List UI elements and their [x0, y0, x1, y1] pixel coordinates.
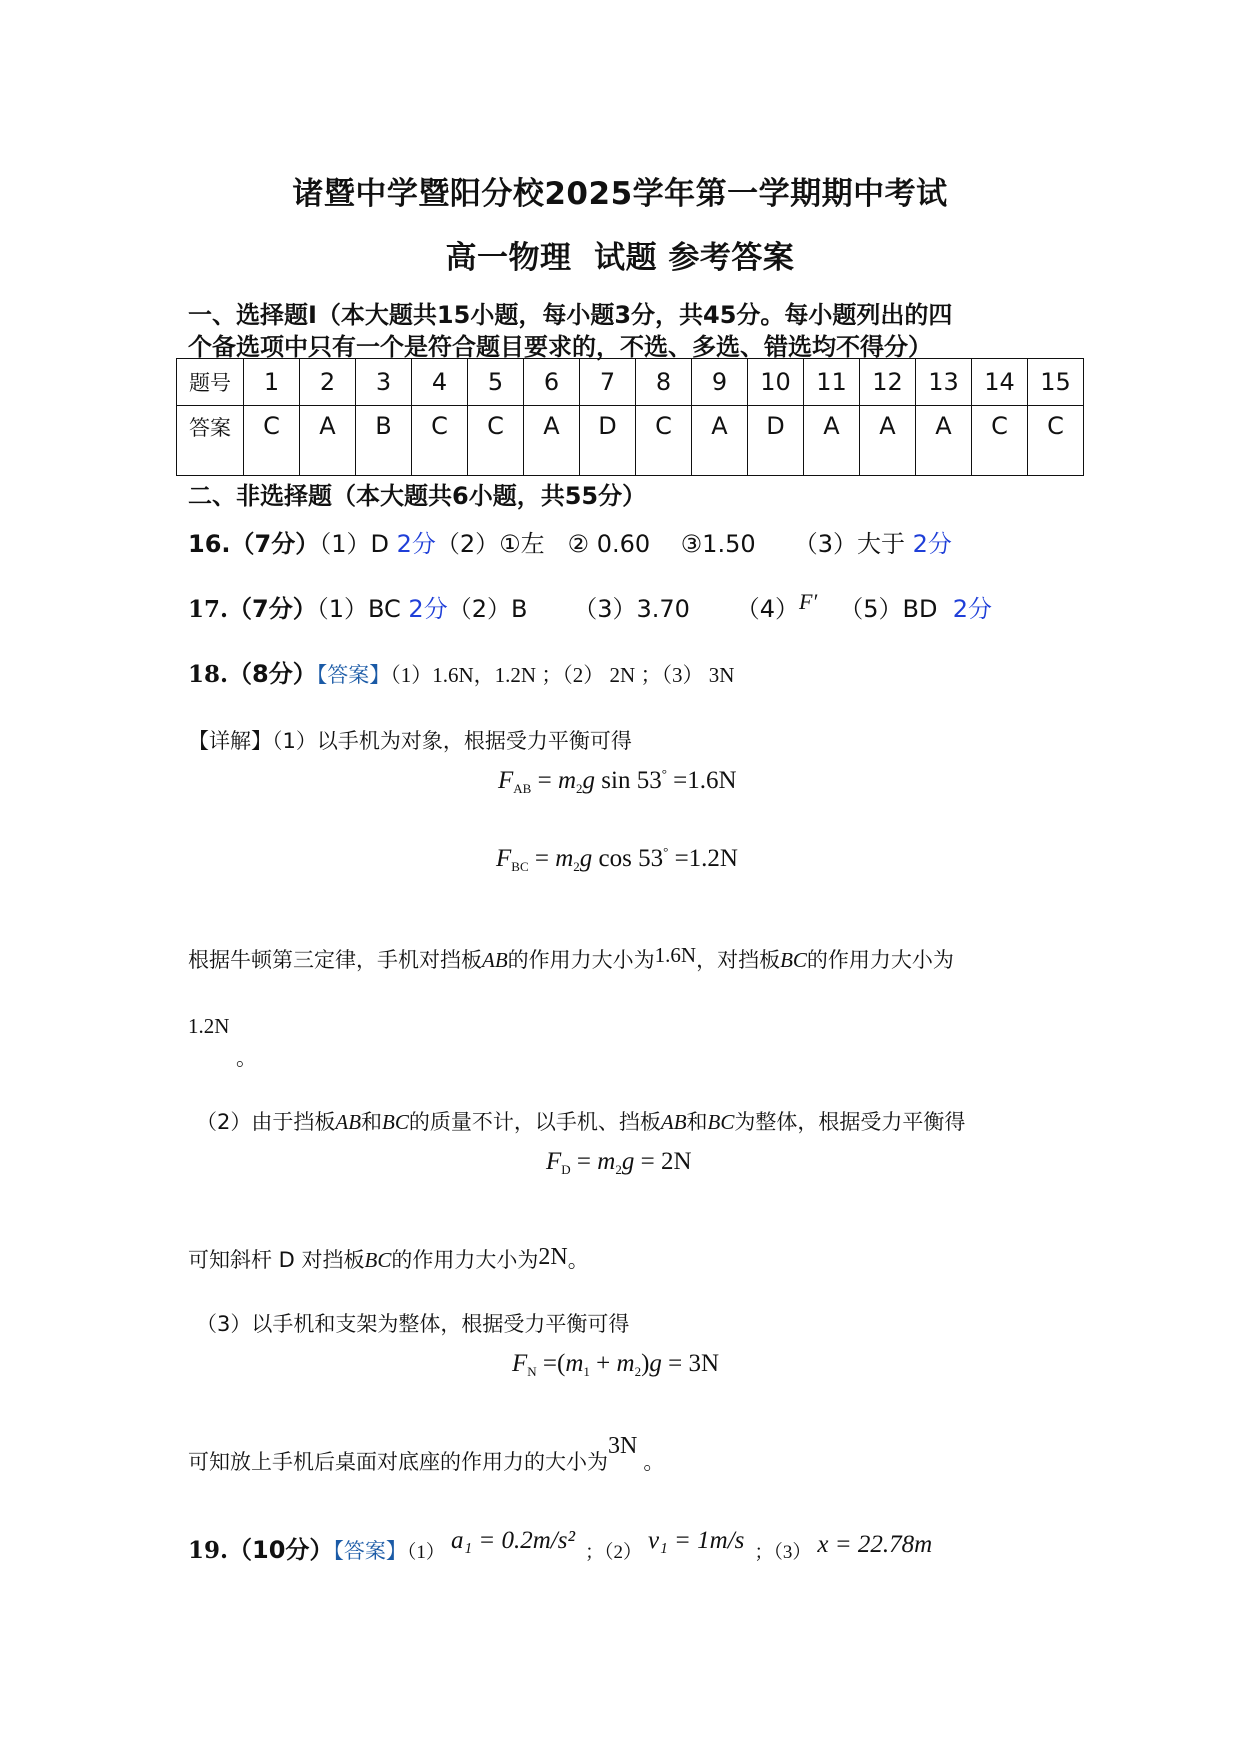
q18-text-16n: 1.6N [654, 943, 697, 967]
q18-t3-bc: BC [364, 1248, 392, 1272]
q19-part3-label: ；（3） [754, 1542, 812, 1563]
q18-part3-conclusion [188, 1433, 665, 1476]
q-number-11: 11 [804, 359, 860, 406]
answer-4: C [412, 406, 468, 476]
q-number-15: 15 [1028, 359, 1084, 406]
q18-text-ab: AB [482, 948, 508, 972]
q18-text-1c: 的作用力大小为 [507, 948, 655, 972]
q18-detail-tag: 【详解】 [188, 729, 272, 753]
q19-line [188, 1527, 933, 1565]
q19-accel: a₁ = 0.2m/s² [450, 1527, 575, 1554]
q18-d2-bc: BC [382, 1110, 409, 1134]
q18-detail-line [188, 725, 632, 755]
q18-t4-3n: 3N [608, 1433, 638, 1459]
q18-t3e: 。 [567, 1248, 589, 1272]
answer-15: C [1028, 406, 1084, 476]
q19-distance: x = 22.78m [817, 1531, 933, 1558]
q-number-9: 9 [692, 359, 748, 406]
q18-t3-2n: 2N [538, 1244, 568, 1270]
q18-d2a: （2）由于挡板 [196, 1110, 336, 1134]
q18-value-12n: 1.2N [188, 1014, 230, 1038]
q19-part2-label: ；（2） [584, 1542, 642, 1563]
answer-12: A [860, 406, 916, 476]
q18-d2g: 和 [686, 1110, 708, 1134]
q16-score1: 2分 [396, 530, 436, 558]
q18-d2-bc2: BC [707, 1110, 735, 1134]
page-title: 诸暨中学暨阳分校2025学年第一学期期中考试 [292, 176, 948, 212]
q18-answer: （1）1.6N，1.2N ；（2） 2N ；（3） 3N [390, 663, 735, 687]
q18-text-bc: BC [780, 948, 807, 972]
q18-part2-line [196, 1106, 965, 1136]
q-number-7: 7 [580, 359, 636, 406]
q18-d2i: 为整体，根据受力平衡得 [734, 1110, 966, 1134]
equation-f-n: $F_N =(m_1 + m_2)g = 3N$ [512, 1350, 720, 1379]
equation-f-d: $F_D = m_2g = 2N$ [546, 1148, 692, 1177]
q18-d2e: 的质量不计，以手机、挡板 [408, 1110, 661, 1134]
q19-points: （10分） [228, 1536, 334, 1564]
q17-line [188, 589, 992, 624]
q-number-12: 12 [860, 359, 916, 406]
q18-text-1a: 根据牛顿第三定律，手机对挡板 [188, 948, 482, 972]
q-number-14: 14 [972, 359, 1028, 406]
answer-14: C [972, 406, 1028, 476]
answer-6: A [524, 406, 580, 476]
equation-f-ab: $F_{AB} = m_2g$ sin 53° =1.6N [498, 766, 737, 796]
q-number-6: 6 [524, 359, 580, 406]
q18-t3a: 可知斜杆 D 对挡板 [188, 1248, 365, 1272]
q18-line [188, 654, 734, 689]
q18-d2-ab: AB [335, 1110, 362, 1134]
page-subtitle: 高一物理 试题 参考答案 [445, 240, 795, 276]
q-number-1: 1 [244, 359, 300, 406]
answer-2: A [300, 406, 356, 476]
answer-9: A [692, 406, 748, 476]
section1-line2: 个备选项中只有一个是符合题目要求的，不选、多选、错选均不得分） [188, 333, 932, 361]
q18-part2-conclusion [188, 1244, 589, 1274]
q17-score1: 2分 [408, 595, 448, 623]
answer-1: C [244, 406, 300, 476]
q17-points: （7分） [228, 595, 317, 623]
q16-part2: （2）①左 ② 0.60 ③1.50 （3）大于 [435, 530, 913, 558]
answer-table [176, 358, 1084, 476]
q-number-10: 10 [748, 359, 804, 406]
answer-10: D [748, 406, 804, 476]
q-number-5: 5 [468, 359, 524, 406]
q19-number: 19. [188, 1537, 229, 1564]
q-number-13: 13 [916, 359, 972, 406]
answer-8: C [636, 406, 692, 476]
q-number-8: 8 [636, 359, 692, 406]
q17-part2: （2）B （3）3.70 （4） [447, 595, 799, 623]
table-row-numbers [177, 359, 1084, 406]
q18-period: 。 [236, 1046, 257, 1070]
section1-line1: 一、选择题Ⅰ（本大题共15小题，每小题3分，共45分。每小题列出的四 [188, 301, 953, 329]
answer-11: A [804, 406, 860, 476]
q18-detail-1: （1）以手机为对象，根据受力平衡可得 [272, 729, 632, 753]
q19-velocity: v₁ = 1m/s [648, 1527, 745, 1554]
q18-text-1e: ，对挡板 [696, 948, 781, 972]
answer-5: C [468, 406, 524, 476]
q18-answer-tag: 【答案】 [316, 663, 391, 687]
q17-part3: （5）BD [839, 595, 953, 623]
q16-line [188, 524, 952, 559]
q-number-2: 2 [300, 359, 356, 406]
answer-13: A [916, 406, 972, 476]
q19-answer-tag: 【答案】 [333, 1539, 407, 1563]
row-label-answer: 答案 [177, 406, 244, 476]
q18-d2c: 和 [361, 1110, 383, 1134]
q-number-3: 3 [356, 359, 412, 406]
q17-score3: 2分 [952, 595, 992, 623]
q18-part3-line: （3）以手机和支架为整体，根据受力平衡可得 [196, 1312, 630, 1336]
q18-d2-ab2: AB [660, 1110, 687, 1134]
answer-3: B [356, 406, 412, 476]
q16-part1: （1）D [319, 530, 397, 558]
q16-points: （7分） [230, 530, 320, 558]
q17-part1: （1）BC [316, 595, 409, 623]
q16-number: 16. [188, 530, 231, 558]
q17-force-symbol: F′ [798, 589, 818, 614]
q19-part1-label: （1） [406, 1542, 445, 1563]
q18-t3c: 的作用力大小为 [391, 1248, 539, 1272]
q18-number: 18. [188, 661, 229, 688]
equation-f-bc: $F_{BC} = m_2g$ cos 53° =1.2N [496, 844, 738, 874]
q18-t4a: 可知放上手机后桌面对底座的作用力的大小为 [188, 1450, 608, 1474]
q18-points: （8分） [228, 660, 317, 688]
q17-number: 17. [188, 596, 229, 623]
row-label-number: 题号 [177, 359, 244, 406]
q18-text-1g: 的作用力大小为 [806, 948, 954, 972]
table-row-answers [177, 406, 1084, 476]
q18-t4c: 。 [643, 1450, 665, 1474]
q16-score2: 2分 [912, 530, 952, 558]
q-number-4: 4 [412, 359, 468, 406]
section2-heading: 二、非选择题（本大题共6小题，共55分） [188, 482, 647, 510]
q18-third-law-line [188, 944, 954, 974]
answer-7: D [580, 406, 636, 476]
